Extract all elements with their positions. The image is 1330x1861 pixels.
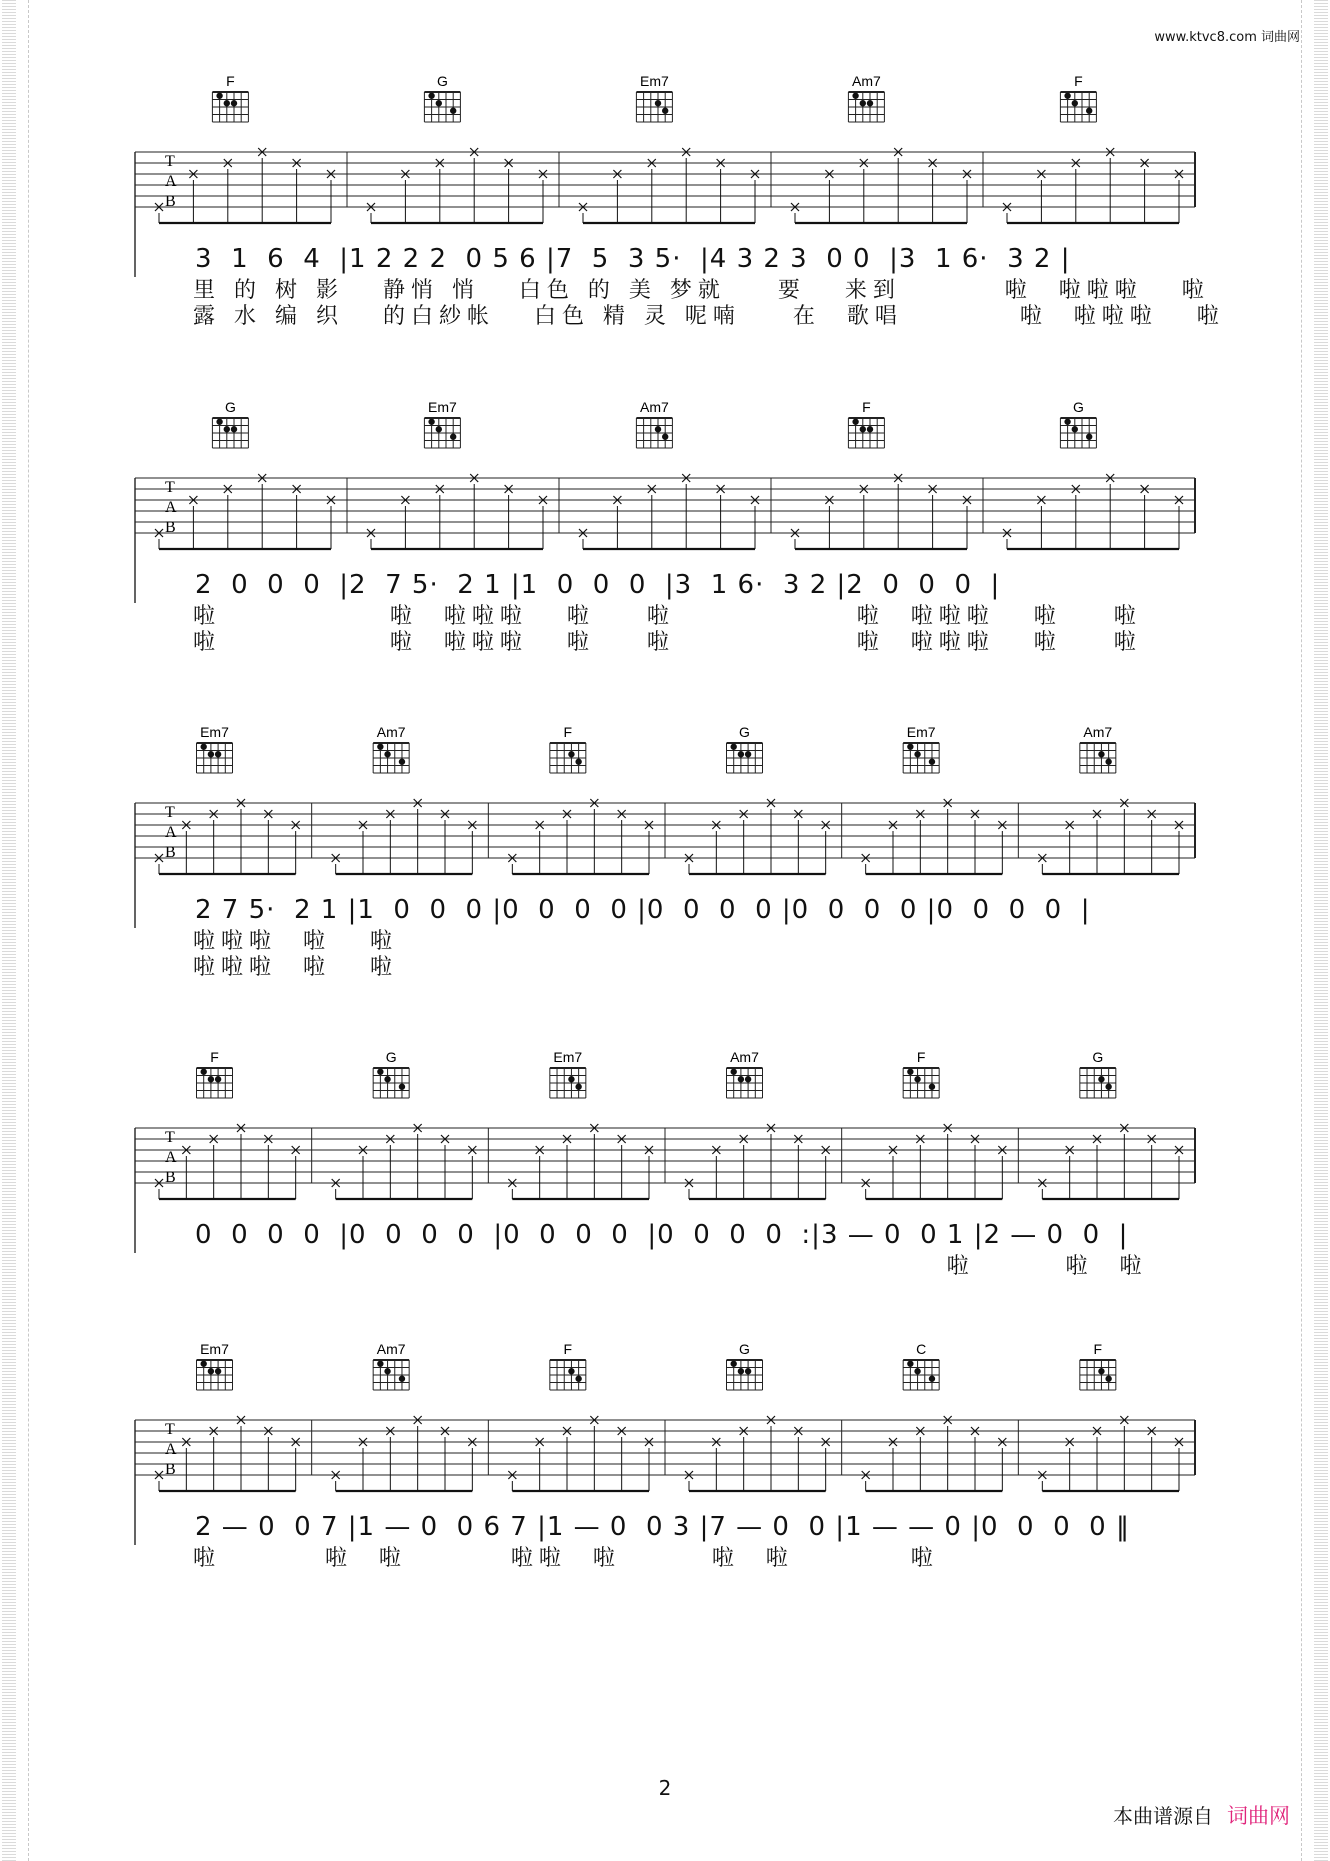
chord-name: G: [385, 1049, 397, 1065]
chord-diagram: [197, 743, 233, 773]
chord-name: G: [1092, 1049, 1104, 1065]
chord-diagram: [903, 1068, 939, 1098]
chord-diagram: [636, 418, 672, 448]
jianpu-numbers: 0 0 0 0 |0 0 0 0 |0 0 0 0 |0 0 0 0 :|3 — 0 0 1 |2 — 0 0 |: [195, 1220, 1129, 1250]
left-margin-watermark: [2, 0, 16, 1861]
page-number: 2: [658, 1776, 672, 1800]
chord-diagram: [373, 1068, 409, 1098]
chord-diagram: [1080, 743, 1116, 773]
footer-brand[interactable]: 词曲网: [1227, 1804, 1290, 1828]
chord-diagram: [903, 1360, 939, 1390]
chord-diagram: [212, 92, 248, 122]
chord-name: G: [436, 73, 448, 89]
chord-name: Am7: [852, 73, 881, 89]
chord-name: F: [563, 724, 573, 740]
chord-name: Am7: [1083, 724, 1113, 740]
chord-name: G: [224, 399, 236, 415]
lyric-line-1: 里 的 树 影 静悄 悄 白色 的 美 梦就 要 来到 啦 啦啦啦 啦: [193, 278, 1210, 303]
chord-diagram: [197, 1068, 233, 1098]
tab-letter: T: [165, 804, 175, 821]
chord-name: Am7: [730, 1049, 759, 1065]
chord-diagram: [848, 92, 884, 122]
chord-name: F: [1093, 1341, 1103, 1357]
chord-diagram: [550, 743, 586, 773]
lyric-line-2: 啦 啦 啦啦啦 啦 啦 啦 啦啦啦 啦 啦: [193, 630, 1142, 655]
chord-name: Em7: [640, 73, 669, 89]
chord-diagram: [903, 743, 939, 773]
tab-letter: A: [165, 1149, 177, 1166]
left-dashed-border: [28, 0, 29, 1861]
lyric-line-1: 啦 啦 啦啦啦 啦 啦 啦 啦啦啦 啦 啦: [193, 604, 1142, 629]
chord-diagram: [636, 92, 672, 122]
chord-name: Am7: [376, 724, 406, 740]
chord-diagram: [197, 1360, 233, 1390]
chord-diagram: [727, 1360, 763, 1390]
chord-name: F: [916, 1049, 926, 1065]
chord-name: G: [739, 724, 750, 740]
chord-diagram: [1080, 1068, 1116, 1098]
chord-name: G: [739, 1341, 750, 1357]
chord-diagram: [373, 1360, 409, 1390]
tab-letter: T: [165, 153, 175, 170]
lyric-line-1: 啦 啦 啦 啦啦 啦 啦 啦 啦: [193, 1546, 939, 1571]
jianpu-numbers: 3 1 6 4 |1 2 2 2 0 5 6 |7 5 3 5· |4 3 2 3 0 0 |3 1 6· 3 2 |: [195, 244, 1071, 274]
tab-letter: A: [165, 499, 177, 516]
tab-staff: [135, 398, 1195, 718]
tab-letter: T: [165, 1129, 175, 1146]
right-margin-watermark: [1314, 0, 1328, 1861]
chord-diagram: [424, 92, 460, 122]
lyric-line-2: 露 水 编 织 的白紗帐 白色 精 灵 呢喃 在 歌唱 啦 啦啦啦 啦: [193, 304, 1225, 329]
chord-diagram: [373, 743, 409, 773]
chord-diagram: [848, 418, 884, 448]
tab-letter: B: [165, 844, 176, 861]
tab-staff: [135, 72, 1195, 392]
chord-name: F: [1074, 73, 1083, 89]
jianpu-numbers: 2 7 5· 2 1 |1 0 0 0 |0 0 0 0 |0 0 0 0 |0 0 0 0 |0 0 0 0 |: [195, 895, 1091, 925]
site-url: www.ktvc8.com 词曲网: [1154, 30, 1300, 45]
chord-diagram: [550, 1068, 586, 1098]
chord-diagram: [727, 1068, 763, 1098]
chord-name: Am7: [640, 399, 669, 415]
chord-name: F: [226, 73, 235, 89]
tab-staff: [135, 723, 1195, 1043]
tab-letter: B: [165, 193, 176, 210]
chord-diagram: [727, 743, 763, 773]
chord-name: Em7: [428, 399, 457, 415]
lyric-line-1: 啦啦啦 啦 啦: [193, 929, 398, 954]
tab-letter: B: [165, 1169, 176, 1186]
jianpu-numbers: 2 — 0 0 7 |1 — 0 0 6 7 |1 — 0 0 3 |7 — 0 0 |1 — — 0 |0 0 0 0 ‖: [195, 1512, 1130, 1542]
chord-diagram: [1060, 418, 1096, 448]
chord-name: Em7: [200, 724, 229, 740]
footer-source: [1113, 1800, 1290, 1830]
chord-name: F: [563, 1341, 573, 1357]
chord-name: Em7: [906, 724, 936, 740]
right-dashed-border: [1301, 0, 1302, 1861]
chord-diagram: [1060, 92, 1096, 122]
chord-diagram: [424, 418, 460, 448]
tab-letter: T: [165, 479, 175, 496]
chord-name: C: [916, 1341, 927, 1357]
tab-letter: A: [165, 1441, 177, 1458]
tab-staff: [135, 1340, 1195, 1660]
chord-name: G: [1072, 399, 1084, 415]
lyric-line-2: 啦啦啦 啦 啦: [193, 955, 398, 980]
tab-letter: B: [165, 1461, 176, 1478]
chord-name: Am7: [376, 1341, 406, 1357]
lyric-line-1: 啦 啦 啦: [193, 1254, 1148, 1279]
jianpu-numbers: 2 0 0 0 |2 7 5· 2 1 |1 0 0 0 |3 1 6· 3 2 |2 0 0 0 |: [195, 570, 1001, 600]
chord-diagram: [1080, 1360, 1116, 1390]
chord-name: Em7: [553, 1049, 583, 1065]
chord-diagram: [212, 418, 248, 448]
chord-name: Em7: [200, 1341, 229, 1357]
tab-letter: T: [165, 1421, 175, 1438]
tab-letter: A: [165, 824, 177, 841]
chord-name: F: [210, 1049, 219, 1065]
tab-staff: [135, 1048, 1195, 1368]
chord-diagram: [550, 1360, 586, 1390]
tab-letter: B: [165, 519, 176, 536]
footer-prefix: 本曲谱源自: [1113, 1804, 1213, 1828]
chord-name: F: [862, 399, 871, 415]
tab-letter: A: [165, 173, 177, 190]
